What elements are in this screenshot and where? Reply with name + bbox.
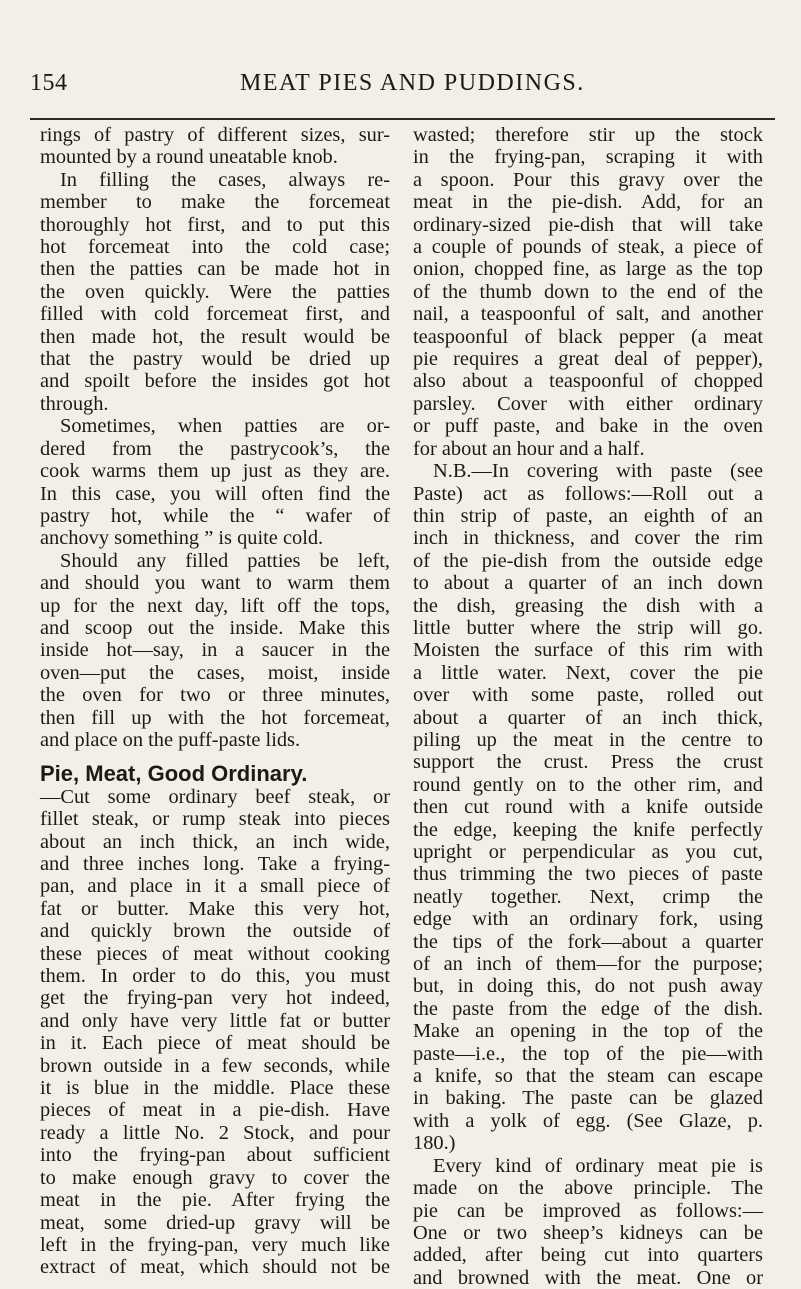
text-line: up for the next day, lift off the tops, bbox=[40, 594, 390, 617]
text-line: also about a teaspoonful of chopped bbox=[413, 370, 763, 393]
text-line: about a quarter of an inch thick, bbox=[413, 706, 763, 729]
text-line: fillet steak, or rump steak into pieces bbox=[40, 808, 390, 831]
text-line: meat, some dried-up gravy will be bbox=[40, 1211, 390, 1234]
text-line: over with some paste, rolled out bbox=[413, 684, 763, 707]
text-line: the tips of the fork—about a quarter bbox=[413, 930, 763, 953]
text-line: 180.) bbox=[413, 1132, 456, 1155]
text-line: then fill up with the hot forcemeat, bbox=[40, 706, 390, 729]
text-line: —Cut some ordinary beef steak, or bbox=[40, 785, 390, 808]
text-line: Moisten the surface of this rim with bbox=[413, 639, 763, 662]
text-line: pastry hot, while the “ wafer of bbox=[40, 504, 390, 527]
text-line: little butter where the strip will go. bbox=[413, 616, 763, 639]
text-line: thus trimming the two pieces of paste bbox=[413, 863, 763, 886]
text-line: pie can be improved as follows:— bbox=[413, 1199, 763, 1222]
text-line: and only have very little fat or butter bbox=[40, 1009, 390, 1032]
text-line: or puff paste, and bake in the oven bbox=[413, 415, 763, 438]
text-line: parsley. Cover with either ordinary bbox=[413, 392, 763, 415]
left-column bbox=[40, 124, 390, 1279]
text-line: hot forcemeat into the cold case; bbox=[40, 236, 390, 259]
text-line: inch in thickness, and cover the rim bbox=[413, 527, 763, 550]
text-line: into the frying-pan about sufficient bbox=[40, 1144, 390, 1167]
text-line: then made hot, the result would be bbox=[40, 325, 390, 348]
text-line: the oven for two or three minutes, bbox=[40, 684, 390, 707]
text-line: that the pastry would be dried up bbox=[40, 348, 390, 371]
text-line: dered from the pastrycook’s, the bbox=[40, 437, 390, 460]
text-line: the dish, greasing the dish with a bbox=[413, 594, 763, 617]
text-line: and three inches long. Take a frying- bbox=[40, 853, 390, 875]
text-line: in baking. The paste can be glazed bbox=[413, 1087, 763, 1110]
text-line: a little water. Next, cover the pie bbox=[413, 661, 763, 684]
text-line: a spoon. Pour this gravy over the bbox=[413, 168, 763, 191]
text-line: of an inch of them—for the purpose; bbox=[413, 953, 763, 976]
text-line: ready a little No. 2 Stock, and pour bbox=[40, 1121, 390, 1144]
text-line: in the frying-pan, scraping it with bbox=[413, 146, 763, 169]
text-line: In this case, you will often find the bbox=[40, 482, 390, 505]
text-line: One or two sheep’s kidneys can be bbox=[413, 1221, 763, 1244]
text-line: Paste) act as follows:—Roll out a bbox=[413, 482, 763, 505]
recipe-heading: Pie, Meat, Good Ordinary. bbox=[40, 761, 308, 787]
text-line: edge with an ordinary fork, using bbox=[413, 908, 763, 931]
text-line: the paste from the edge of the dish. bbox=[413, 997, 763, 1020]
text-line: neatly together. Next, crimp the bbox=[413, 885, 763, 908]
text-line: to make enough gravy to cover the bbox=[40, 1166, 390, 1189]
text-line: through. bbox=[40, 392, 109, 415]
text-line: anchovy something ” is quite cold. bbox=[40, 527, 324, 550]
text-line: teaspoonful of black pepper (a meat bbox=[413, 325, 763, 348]
text-line: left in the frying-pan, very much like bbox=[40, 1233, 390, 1256]
text-line: oven—put the cases, moist, inside bbox=[40, 661, 390, 684]
text-line: Should any filled patties be left, bbox=[60, 549, 390, 572]
text-line: rings of pastry of different sizes, sur- bbox=[40, 124, 390, 146]
text-line: then the patties can be made hot in bbox=[40, 258, 390, 281]
text-line: a couple of pounds of steak, a piece of bbox=[413, 236, 763, 259]
text-line: to about a quarter of an inch down bbox=[413, 572, 763, 595]
text-line: the edge, keeping the knife perfectly bbox=[413, 818, 763, 841]
text-line: for about an hour and a half. bbox=[413, 437, 645, 460]
text-line: pieces of meat in a pie-dish. Have bbox=[40, 1099, 390, 1122]
text-line: but, in doing this, do not push away bbox=[413, 975, 763, 998]
text-line: the oven quickly. Were the patties bbox=[40, 280, 390, 303]
text-line: Make an opening in the top of the bbox=[413, 1020, 763, 1043]
text-line: upright or perpendicular as you cut, bbox=[413, 841, 763, 863]
text-line: added, after being cut into quarters bbox=[413, 1244, 763, 1267]
text-line: about an inch thick, an inch wide, bbox=[40, 830, 390, 853]
text-line: support the crust. Press the crust bbox=[413, 751, 763, 774]
text-line: wasted; therefore stir up the stock bbox=[413, 124, 763, 146]
text-line: paste—i.e., the top of the pie—with bbox=[413, 1042, 763, 1065]
text-line: a knife, so that the steam can escape bbox=[413, 1065, 763, 1088]
text-line: and should you want to warm them bbox=[40, 572, 390, 595]
text-line: with a yolk of egg. (See Glaze, p. bbox=[413, 1109, 763, 1132]
text-line: In filling the cases, always re- bbox=[60, 168, 390, 191]
text-line: and quickly brown the outside of bbox=[40, 920, 390, 943]
text-line: Every kind of ordinary meat pie is bbox=[433, 1154, 763, 1177]
text-line: and scoop out the inside. Make this bbox=[40, 616, 390, 639]
right-column bbox=[413, 124, 763, 1289]
text-line: get the frying-pan very hot indeed, bbox=[40, 987, 390, 1010]
text-line: and browned with the meat. One or bbox=[413, 1266, 763, 1289]
text-line: onion, chopped fine, as large as the top bbox=[413, 258, 763, 281]
text-line: filled with cold forcemeat first, and bbox=[40, 303, 390, 326]
text-line: of the pie-dish from the outside edge bbox=[413, 549, 763, 572]
text-line: member to make the forcemeat bbox=[40, 191, 390, 214]
text-line: meat in the pie. After frying the bbox=[40, 1189, 390, 1212]
header-rule bbox=[30, 118, 775, 120]
text-line: mounted by a round uneatable knob. bbox=[40, 146, 338, 169]
text-line: them. In order to do this, you must bbox=[40, 965, 390, 988]
text-line: N.B.—In covering with paste (see bbox=[433, 460, 763, 483]
text-line: pie requires a great deal of pepper), bbox=[413, 348, 763, 371]
text-line: in it. Each piece of meat should be bbox=[40, 1032, 390, 1055]
text-line: brown outside in a few seconds, while bbox=[40, 1054, 390, 1077]
running-head: MEAT PIES AND PUDDINGS. bbox=[240, 70, 585, 96]
text-line: these pieces of meat without cooking bbox=[40, 942, 390, 965]
text-line: ordinary-sized pie-dish that will take bbox=[413, 213, 763, 236]
text-line: made on the above principle. The bbox=[413, 1177, 763, 1200]
text-line: of the thumb down to the end of the bbox=[413, 280, 763, 303]
text-line: extract of meat, which should not be bbox=[40, 1256, 390, 1279]
text-line: meat in the pie-dish. Add, for an bbox=[413, 191, 763, 214]
text-line: then cut round with a knife outside bbox=[413, 796, 763, 819]
text-line: round gently on to the other rim, and bbox=[413, 773, 763, 796]
text-line: cook warms them up just as they are. bbox=[40, 460, 390, 483]
text-line: thin strip of paste, an eighth of an bbox=[413, 504, 763, 527]
text-line: nail, a teaspoonful of salt, and another bbox=[413, 303, 763, 326]
page-header bbox=[30, 70, 775, 110]
text-line: thoroughly hot first, and to put this bbox=[40, 213, 390, 236]
text-line: piling up the meat in the centre to bbox=[413, 728, 763, 751]
text-line: and spoilt before the insides got hot bbox=[40, 370, 390, 393]
text-line: it is blue in the middle. Place these bbox=[40, 1077, 390, 1100]
text-line: and place on the puff-paste lids. bbox=[40, 728, 301, 751]
page-number: 154 bbox=[30, 70, 68, 96]
text-line: pan, and place in it a small piece of bbox=[40, 875, 390, 898]
text-line: Sometimes, when patties are or- bbox=[60, 415, 390, 438]
text-line: fat or butter. Make this very hot, bbox=[40, 897, 390, 920]
text-line: inside hot—say, in a saucer in the bbox=[40, 639, 390, 662]
